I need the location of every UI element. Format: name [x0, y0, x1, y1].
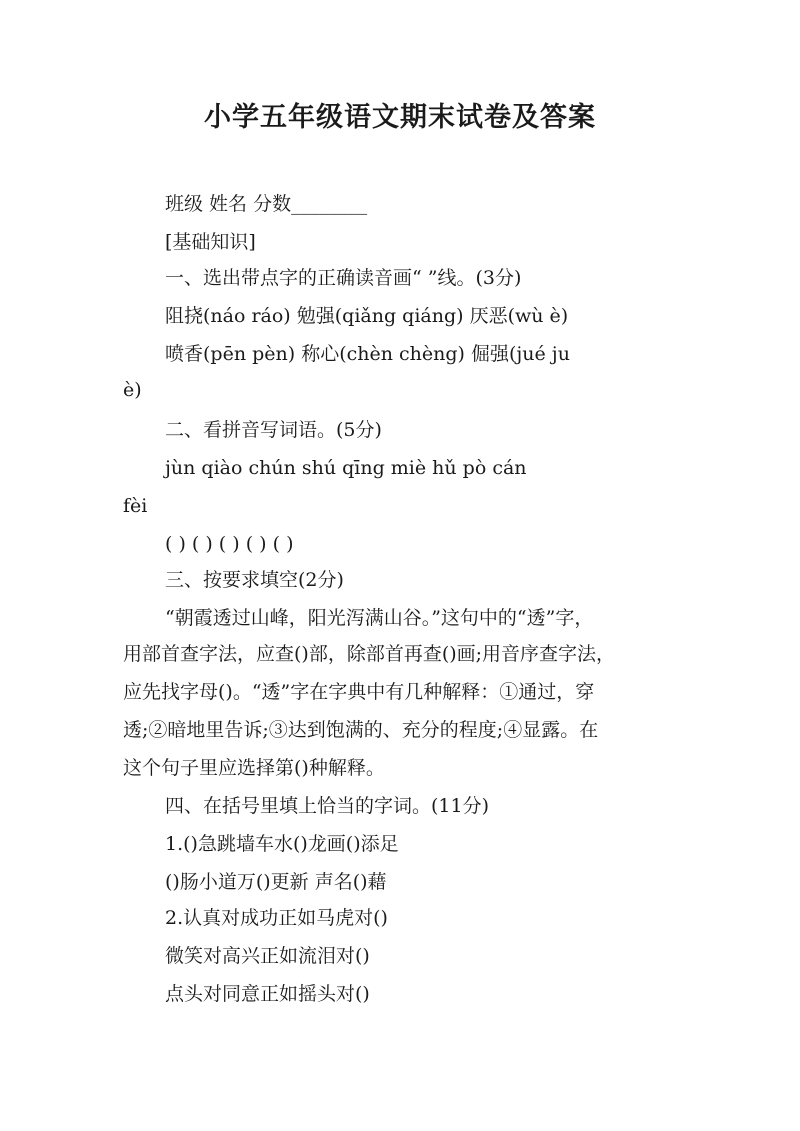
question-3-paragraph-line-1: “朝霞透过山峰，阳光泻满山谷。”这句中的“透”字，: [165, 607, 594, 629]
question-1-row-3: è): [123, 379, 142, 401]
question-1-row-2: [165, 340, 688, 368]
question-3-paragraph-line-3: 应先找字母()。“透”字在字典中有几种解释：①通过，穿: [123, 681, 595, 703]
question-2-pinyin-row-1: [165, 454, 688, 482]
question-1-heading: 一、选出带点字的正确读音画“ ”线。(3分): [165, 267, 522, 289]
question-4-item-1-line-b: ()肠小道万()更新 声名()藉: [165, 871, 387, 893]
question-2-pinyin-row-2: fèi: [123, 495, 148, 517]
question-4-item-2-line-b: 微笑对高兴正如流泪对(): [165, 945, 370, 967]
question-2-answer-blanks: ( ) ( ) ( ) ( ) ( ): [165, 533, 294, 555]
question-1-row-2-text: 喷香(pēn pèn) 称心(chèn chèng) 倔强(jué ju: [165, 343, 570, 365]
question-3-paragraph-line-4: 透;②暗地里告诉;③达到饱满的、充分的程度;④显露。在: [123, 719, 599, 741]
question-1-row-1-text: 阻挠(náo ráo) 勉强(qiǎng qiáng) 厌恶(wù è): [165, 305, 569, 327]
question-1-row-1: [165, 302, 688, 330]
section-heading-basic: [基础知识]: [165, 231, 256, 253]
document-title: 小学五年级语文期末试卷及答案: [204, 102, 596, 133]
question-3-heading: 三、按要求填空(2分): [165, 569, 344, 591]
question-3-paragraph-line-2: 用部首查字法，应查()部，除部首再查()画;用音序查字法，: [123, 643, 616, 665]
question-2-heading: 二、看拼音写词语。(5分): [165, 419, 382, 441]
question-4-heading: 四、在括号里填上恰当的字词。(11分): [165, 795, 490, 817]
question-4-item-2-line-a: 2.认真对成功正如马虎对(): [165, 907, 388, 929]
question-4-item-2-line-c: 点头对同意正如摇头对(): [165, 983, 370, 1005]
question-3-paragraph-line-5: 这个句子里应选择第()种解释。: [123, 757, 385, 779]
student-info-line: 班级 姓名 分数________: [165, 193, 368, 215]
question-4-item-1-line-a: 1.()急跳墙车水()龙画()添足: [165, 833, 399, 855]
question-2-pinyin-row-1-text: jùn qiào chún shú qīng miè hǔ pò cán: [165, 457, 527, 479]
